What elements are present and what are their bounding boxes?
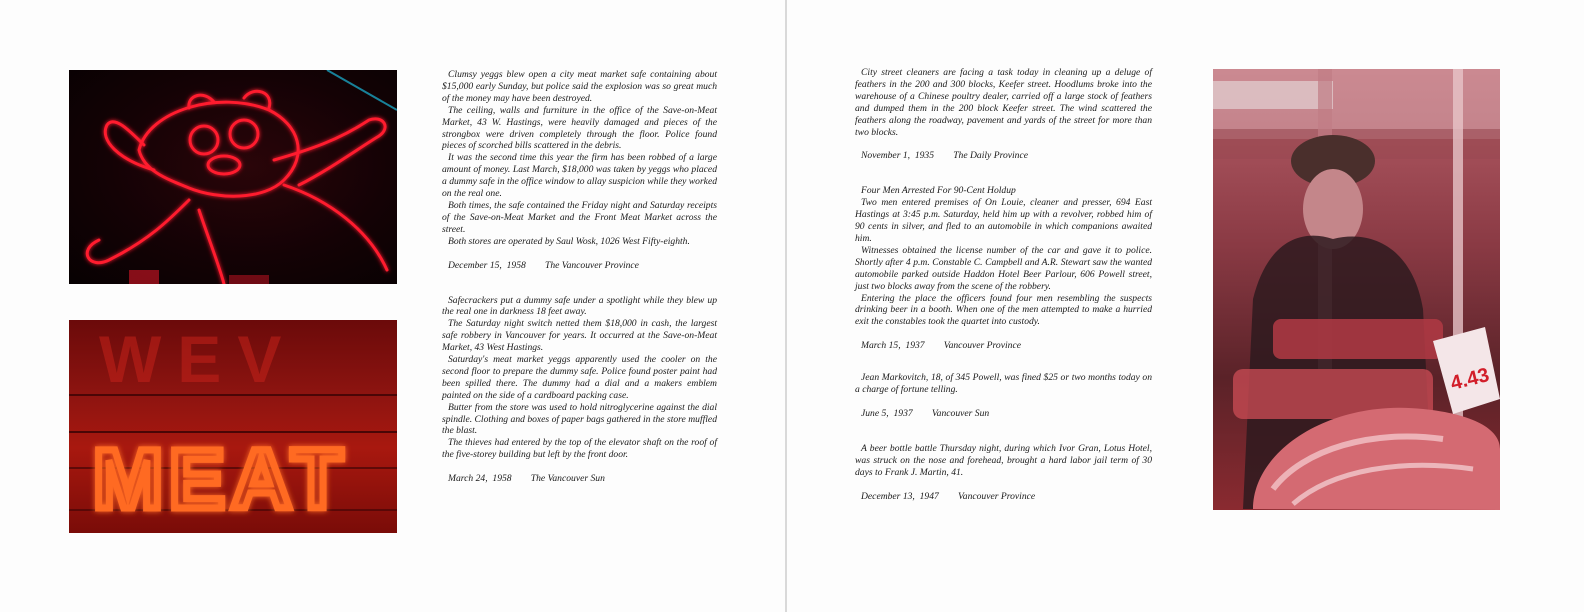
story-holdup: [855, 185, 1152, 352]
story-date: March 24, 1958: [448, 473, 512, 485]
story-headline: Four Men Arrested For 90-Cent Holdup: [861, 185, 1016, 197]
story-paragraph: Safecrackers put a dummy safe under a spotlight while they blew up the real one in darkness 18 feet away.: [442, 294, 717, 318]
story-safe-explosion: [442, 69, 717, 272]
story-citation: [442, 473, 717, 485]
story-source: The Daily Province: [953, 150, 1028, 162]
sign-upper-text: WEV: [99, 322, 298, 396]
left-text-column: [442, 69, 717, 485]
story-date: December 15, 1958: [448, 259, 526, 271]
story-dummy-safe: [442, 295, 717, 486]
story-fortune-telling: [855, 372, 1152, 420]
neon-pig-photo: [69, 70, 397, 284]
story-paragraph: The ceiling, walls and furniture in the office of the Save-on-Meat Market, 43 W. Hastings, were heavily damaged and pieces of the strongbox were driven completely through the floor. Police found pieces of scorched bills scattered in the debris.: [442, 104, 717, 152]
right-text-column: [855, 67, 1152, 502]
story-date: November 1, 1935: [861, 150, 935, 162]
story-source: The Vancouver Province: [544, 259, 639, 271]
story-paragraph: Both stores are operated by Saul Wosk, 1026 West Fifty-eighth.: [448, 235, 690, 247]
story-citation: [855, 491, 1152, 503]
story-paragraph: Saturday's meat market yeggs apparently used the cooler on the second floor to prepare the dummy safe. Police found poster paint had been spilled there. The dummy had a dial and a makers emblem painted on the side of a cardboard packing case.: [442, 354, 717, 401]
story-citation: [855, 150, 1152, 162]
story-date: March 15, 1937: [861, 340, 925, 352]
story-paragraph: Two men entered premises of On Louie, cleaner and presser, 694 East Hastings at 3:45 p.m. Saturday, held him up with a revolver, robbed him of 90 cents in silver, and fled to an automobile in which companions awaited him.: [855, 197, 1152, 244]
story-source: Vancouver Sun: [931, 407, 990, 419]
story-citation: [442, 260, 717, 272]
story-source: The Vancouver Sun: [530, 473, 605, 485]
story-citation: [855, 340, 1152, 352]
story-paragraph: Jean Markovitch, 18, of 345 Powell, was fined $25 or two months today on a charge of fortune telling.: [855, 372, 1152, 396]
story-paragraph: Witnesses obtained the license number of the car and gave it to police. Shortly after 4 p.m. Constable C. Campbell and A.R. Stewart saw the wanted automobile parked outside Haddon Hotel Beer Parlour, 606 Powell street, just two blocks away from the scene of the robbery.: [855, 244, 1152, 292]
story-paragraph: Butter from the store was used to hold nitroglycerine against the dial spindle. Clothing and boxes of paper bags gathered in the store muffled the blast.: [442, 401, 717, 437]
story-paragraph: Entering the place the officers found four men resembling the suspects drinking beer in a booth. When one of the men attempted to make a hurried exit the constables took the quartet into custody.: [855, 292, 1152, 328]
story-source: Vancouver Province: [943, 340, 1021, 352]
story-paragraph: City street cleaners are facing a task today in cleaning up a deluge of feathers in the 200 and 300 blocks, Keefer street. Hoodlums broke into the warehouse of a Chinese poultry dealer, carried off a large stock of feathers and dumped them in the 200 block Keefer street. The wind scattered the feathers along the roadway, pavement and yards of the street for more than two blocks.: [855, 67, 1152, 138]
story-paragraph: Both times, the safe contained the Friday night and Saturday receipts of the Save-on-Meat Market and the Front Meat Market across the street.: [442, 199, 717, 235]
story-feathers: [855, 67, 1152, 162]
sign-meat-text: MEAT: [93, 432, 349, 526]
neon-meat-photo: [69, 320, 397, 533]
story-paragraph: A beer bottle battle Thursday night, during which Ivor Gran, Lotus Hotel, was struck on the nose and forehead, brought a hard labor jail term of 30 days to Frank J. Martin, 41.: [855, 442, 1152, 478]
neon-pig-icon: [69, 70, 397, 284]
story-paragraph: It was the second time this year the firm has been robbed of a large amount of money. Last March, $18,000 was taken by yeggs who placed a dummy safe in the office window to allay suspicion while they worked on the real one.: [442, 152, 717, 200]
price-tag-text: 4.43: [1448, 364, 1492, 395]
story-beer-bottle-battle: [855, 443, 1152, 503]
butcher-window-photo: [1213, 69, 1500, 510]
story-source: Vancouver Province: [957, 490, 1036, 502]
story-citation: [855, 408, 1152, 420]
story-paragraph: The Saturday night switch netted them $18,000 in cash, the largest safe robbery in Vancouver for years. It occurred at the Save-on-Meat Market, 43 West Hastings.: [442, 318, 717, 354]
story-paragraph: The thieves had entered by the top of the elevator shaft on the roof of the five-storey building but left by the front door.: [442, 437, 717, 461]
story-date: December 13, 1947: [861, 490, 939, 502]
story-paragraph: Clumsy yeggs blew open a city meat market safe containing about $15,000 early Sunday, but police said the explosion was so great much of the money may have been destroyed.: [442, 69, 717, 104]
story-date: June 5, 1937: [861, 407, 913, 419]
